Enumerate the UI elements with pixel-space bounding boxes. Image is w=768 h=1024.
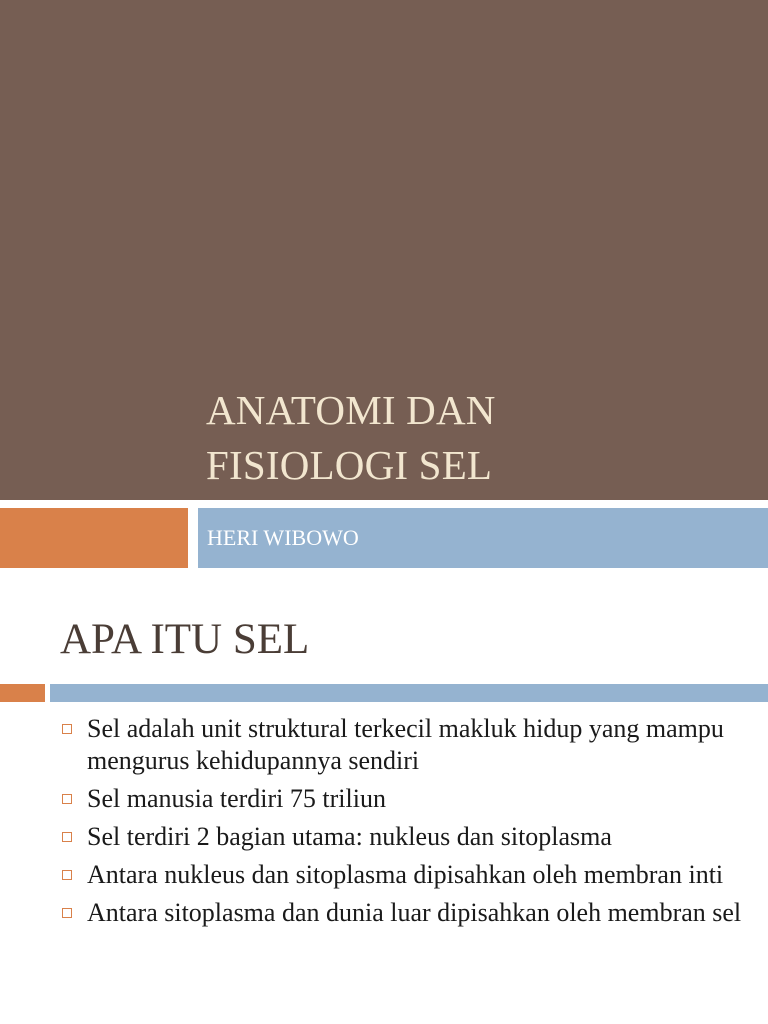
bullet-list: [60, 713, 750, 935]
slide-subtitle-author: HERI WIBOWO: [207, 525, 359, 550]
bullet-text: Sel adalah unit struktural terkecil makluk hidup yang mampu mengurus kehidupannya sendiri: [87, 714, 724, 775]
bullet-text: Antara nukleus dan sitoplasma dipisahkan oleh membran inti: [87, 860, 724, 889]
slide-title-line-2: FISIOLOGI SEL: [206, 442, 493, 488]
bullet-item: [60, 821, 750, 853]
section-accent-bar-blue: [50, 684, 768, 702]
hollow-square-bullet-icon: [62, 794, 72, 804]
hollow-square-bullet-icon: [62, 724, 72, 734]
section-title: APA ITU SEL: [60, 616, 310, 663]
slide-title: [206, 383, 746, 493]
hollow-square-bullet-icon: [62, 870, 72, 880]
accent-bar-orange: [0, 508, 188, 568]
section-accent-bar-orange: [0, 684, 45, 702]
hollow-square-bullet-icon: [62, 832, 72, 842]
bullet-text: Antara sitoplasma dan dunia luar dipisahkan oleh membran sel: [87, 898, 742, 927]
bullet-text: Sel terdiri 2 bagian utama: nukleus dan sitoplasma: [87, 822, 612, 851]
slide-title-line-1: ANATOMI DAN: [206, 387, 496, 433]
bullet-item: [60, 783, 750, 815]
bullet-text: Sel manusia terdiri 75 triliun: [87, 784, 386, 813]
bullet-item: [60, 859, 750, 891]
bullet-item: [60, 897, 750, 929]
hollow-square-bullet-icon: [62, 908, 72, 918]
bullet-item: [60, 713, 750, 777]
